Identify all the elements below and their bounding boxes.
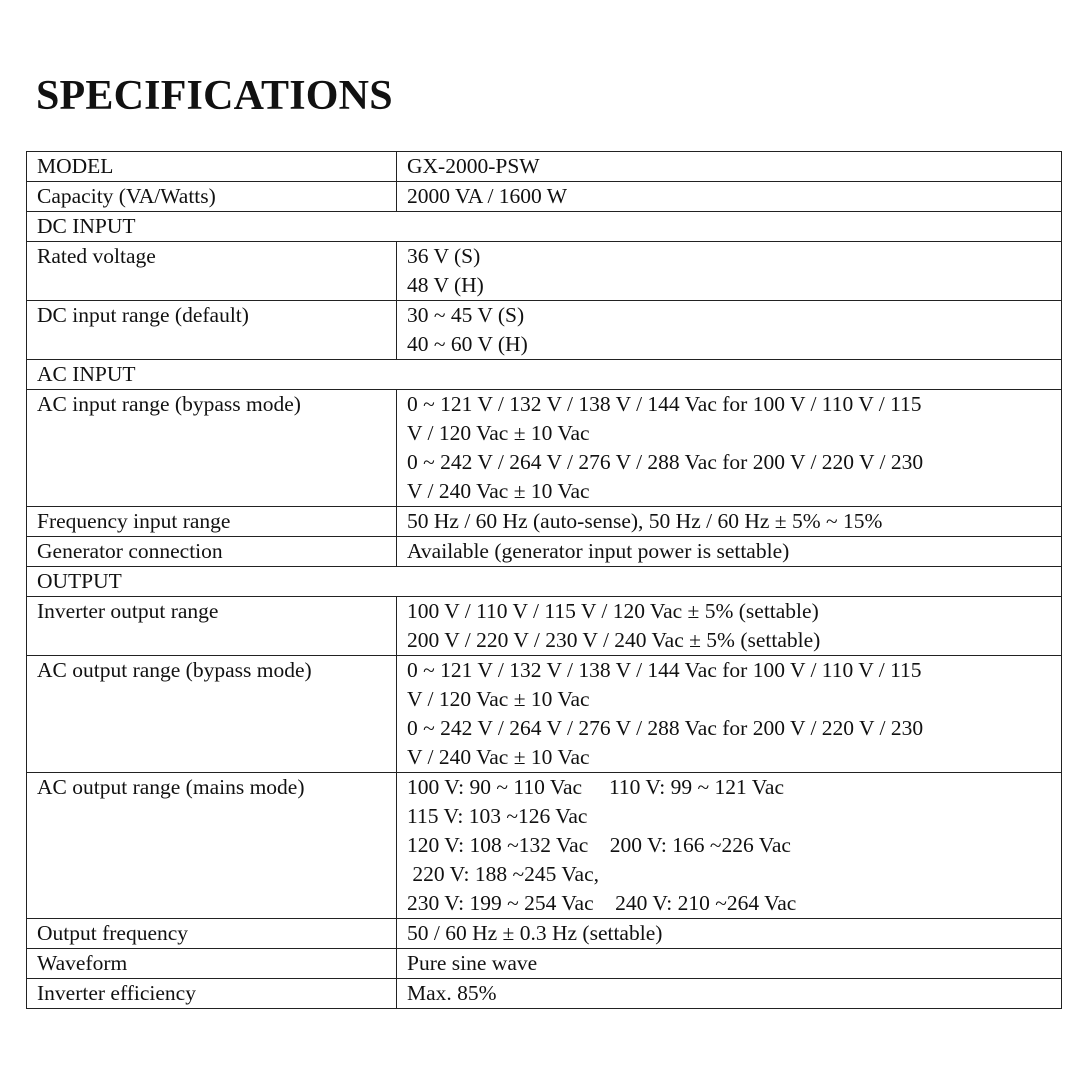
- inverter-output-line: 200 V / 220 V / 230 V / 240 Vac ± 5% (settable): [407, 628, 821, 652]
- table-row-ac-input-bypass: [27, 390, 1062, 507]
- ac-output-bypass-value: [397, 656, 1062, 773]
- page-title: SPECIFICATIONS: [36, 73, 393, 119]
- inverter-output-line: 100 V / 110 V / 115 V / 120 Vac ± 5% (settable): [407, 599, 819, 623]
- section-header-ac-input: [27, 360, 1062, 390]
- ac-input-bypass-line: V / 120 Vac ± 10 Vac: [407, 421, 590, 445]
- inverter-output-value: [397, 597, 1062, 656]
- table-row-dc-input-range: [27, 301, 1062, 360]
- frequency-input-label: Frequency input range: [27, 507, 397, 537]
- inverter-output-label: Inverter output range: [27, 597, 397, 656]
- ac-output-bypass-label: AC output range (bypass mode): [27, 656, 397, 773]
- dc-input-range-line: 30 ~ 45 V (S): [407, 303, 525, 327]
- ac-input-bypass-label: AC input range (bypass mode): [27, 390, 397, 507]
- ac-output-bypass-line: 0 ~ 121 V / 132 V / 138 V / 144 Vac for 100 V / 110 V / 115: [407, 658, 922, 682]
- ac-output-mains-label: AC output range (mains mode): [27, 773, 397, 919]
- rated-voltage-label: Rated voltage: [27, 242, 397, 301]
- ac-output-mains-line: 220 V: 188 ~245 Vac,: [407, 862, 599, 886]
- model-value: GX-2000-PSW: [397, 152, 1062, 182]
- frequency-input-value: 50 Hz / 60 Hz (auto-sense), 50 Hz / 60 Hz ± 5% ~ 15%: [397, 507, 1062, 537]
- table-row-ac-output-mains: [27, 773, 1062, 919]
- ac-input-header: AC INPUT: [27, 360, 1062, 390]
- section-header-dc-input: [27, 212, 1062, 242]
- rated-voltage-line: 36 V (S): [407, 244, 481, 268]
- dc-input-header: DC INPUT: [27, 212, 1062, 242]
- generator-label: Generator connection: [27, 537, 397, 567]
- table-row-frequency-input: [27, 507, 1062, 537]
- dc-input-range-line: 40 ~ 60 V (H): [407, 332, 528, 356]
- table-row-inverter-efficiency: [27, 979, 1062, 1009]
- ac-output-mains-line: 115 V: 103 ~126 Vac: [407, 804, 588, 828]
- ac-output-mains-line: 100 V: 90 ~ 110 Vac 110 V: 99 ~ 121 Vac: [407, 775, 785, 799]
- waveform-value: Pure sine wave: [397, 949, 1062, 979]
- capacity-label: Capacity (VA/Watts): [27, 182, 397, 212]
- capacity-value: 2000 VA / 1600 W: [397, 182, 1062, 212]
- table-row-generator: [27, 537, 1062, 567]
- ac-output-bypass-line: 0 ~ 242 V / 264 V / 276 V / 288 Vac for 200 V / 220 V / 230: [407, 716, 924, 740]
- ac-input-bypass-value: [397, 390, 1062, 507]
- table-row-inverter-output: [27, 597, 1062, 656]
- generator-value: Available (generator input power is settable): [397, 537, 1062, 567]
- ac-output-mains-line: 120 V: 108 ~132 Vac 200 V: 166 ~226 Vac: [407, 833, 791, 857]
- ac-input-bypass-line: 0 ~ 121 V / 132 V / 138 V / 144 Vac for 100 V / 110 V / 115: [407, 392, 922, 416]
- ac-input-bypass-line: 0 ~ 242 V / 264 V / 276 V / 288 Vac for 200 V / 220 V / 230: [407, 450, 924, 474]
- table-row-rated-voltage: [27, 242, 1062, 301]
- table-row-waveform: [27, 949, 1062, 979]
- dc-input-range-value: [397, 301, 1062, 360]
- output-frequency-value: 50 / 60 Hz ± 0.3 Hz (settable): [397, 919, 1062, 949]
- specifications-table: [26, 151, 1062, 1009]
- ac-output-mains-line: 230 V: 199 ~ 254 Vac 240 V: 210 ~264 Vac: [407, 891, 797, 915]
- ac-output-mains-value: [397, 773, 1062, 919]
- table-row-capacity: [27, 182, 1062, 212]
- section-header-output: [27, 567, 1062, 597]
- model-label: MODEL: [27, 152, 397, 182]
- ac-output-bypass-line: V / 240 Vac ± 10 Vac: [407, 745, 590, 769]
- inverter-efficiency-value: Max. 85%: [397, 979, 1062, 1009]
- rated-voltage-line: 48 V (H): [407, 273, 484, 297]
- inverter-efficiency-label: Inverter efficiency: [27, 979, 397, 1009]
- table-row-ac-output-bypass: [27, 656, 1062, 773]
- ac-input-bypass-line: V / 240 Vac ± 10 Vac: [407, 479, 590, 503]
- ac-output-bypass-line: V / 120 Vac ± 10 Vac: [407, 687, 590, 711]
- table-row-model: [27, 152, 1062, 182]
- dc-input-range-label: DC input range (default): [27, 301, 397, 360]
- output-frequency-label: Output frequency: [27, 919, 397, 949]
- waveform-label: Waveform: [27, 949, 397, 979]
- rated-voltage-value: [397, 242, 1062, 301]
- table-row-output-frequency: [27, 919, 1062, 949]
- output-header: OUTPUT: [27, 567, 1062, 597]
